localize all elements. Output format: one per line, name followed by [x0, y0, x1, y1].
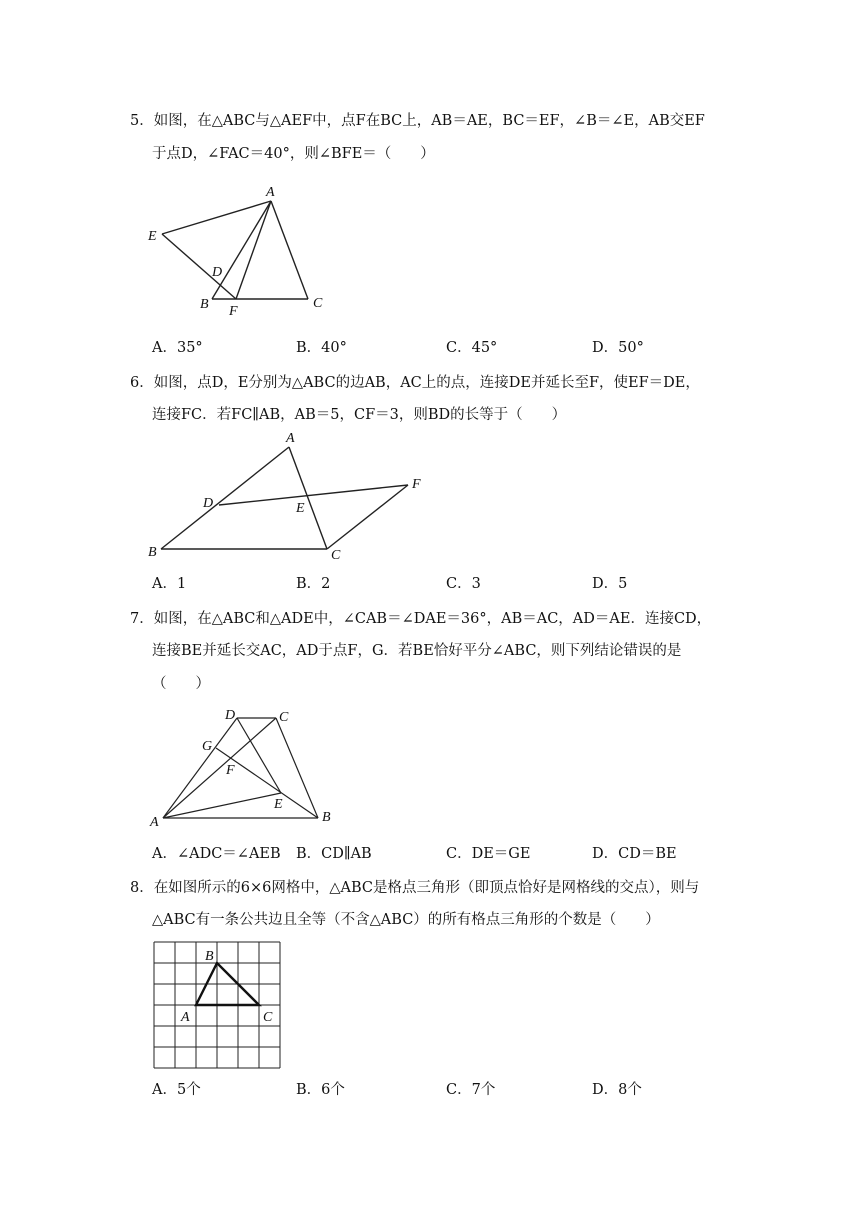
q6-option-b[interactable]: B．2: [296, 576, 331, 592]
q6-option-a[interactable]: A．1: [152, 576, 187, 592]
q5-label-D: D: [212, 265, 223, 280]
q7-option-b[interactable]: B．CD∥AB: [296, 846, 372, 862]
q8-option-b[interactable]: B．6个: [296, 1082, 345, 1098]
q7-label-G: G: [202, 739, 213, 754]
q7-label-B: B: [322, 810, 331, 825]
q7-option-d[interactable]: D．CD＝BE: [592, 846, 677, 862]
q8-line-1: 8．在如图所示的6×6网格中，△ABC是格点三角形（即顶点恰好是网格线的交点），则与: [130, 880, 700, 896]
q5-line-2: 于点D，∠FAC＝40°，则∠BFE＝（ ）: [152, 146, 435, 162]
q6-label-D: D: [203, 496, 214, 511]
q6-label-E: E: [296, 501, 305, 516]
q6-label-A: A: [286, 431, 295, 446]
q8-label-B: B: [205, 949, 214, 964]
q5-label-A: A: [266, 185, 275, 200]
q6-label-C: C: [331, 548, 341, 563]
q7-line-3: （ ）: [152, 676, 210, 692]
q6-option-d[interactable]: D．5: [592, 576, 628, 592]
q8-option-a[interactable]: A．5个: [152, 1082, 201, 1098]
q5-option-a[interactable]: A．35°: [152, 340, 203, 356]
q6-line-2: 连接FC．若FC∥AB，AB＝5，CF＝3，则BD的长等于（ ）: [152, 407, 567, 423]
q7-line-2: 连接BE并延长交AC，AD于点F，G．若BE恰好平分∠ABC，则下列结论错误的是: [152, 643, 682, 659]
q6-label-B: B: [148, 545, 157, 560]
q8-option-d[interactable]: D．8个: [592, 1082, 642, 1098]
q5-option-c[interactable]: C．45°: [446, 340, 498, 356]
q6-label-F: F: [412, 477, 421, 492]
q7-label-D: D: [225, 708, 236, 723]
q5-label-F: F: [229, 304, 238, 319]
q6-line-1: 6．如图，点D，E分别为△ABC的边AB，AC上的点，连接DE并延长至F，使EF＝DE，: [130, 375, 700, 391]
q7-label-A: A: [150, 815, 159, 830]
q7-option-a[interactable]: A．∠ADC＝∠AEB: [152, 846, 281, 862]
q8-label-A: A: [181, 1010, 190, 1025]
q5-option-b[interactable]: B．40°: [296, 340, 347, 356]
q8-line-2: △ABC有一条公共边且全等（不含△ABC）的所有格点三角形的个数是（ ）: [152, 912, 660, 928]
q7-label-F: F: [226, 763, 235, 778]
q5-line-1: 5．如图，在△ABC与△AEF中，点F在BC上，AB＝AE，BC＝EF，∠B＝∠E，AB交EF: [130, 113, 705, 129]
q8-option-c[interactable]: C．7个: [446, 1082, 496, 1098]
q7-label-E: E: [274, 797, 283, 812]
q8-label-C: C: [263, 1010, 273, 1025]
q5-label-B: B: [200, 297, 209, 312]
q7-option-c[interactable]: C．DE＝GE: [446, 846, 531, 862]
q5-label-E: E: [148, 229, 157, 244]
q5-option-d[interactable]: D．50°: [592, 340, 644, 356]
q5-label-C: C: [313, 296, 323, 311]
q6-option-c[interactable]: C．3: [446, 576, 481, 592]
q7-line-1: 7．如图，在△ABC和△ADE中，∠CAB＝∠DAE＝36°，AB＝AC，AD＝AE．连接CD，: [130, 611, 712, 627]
q7-label-C: C: [279, 710, 289, 725]
